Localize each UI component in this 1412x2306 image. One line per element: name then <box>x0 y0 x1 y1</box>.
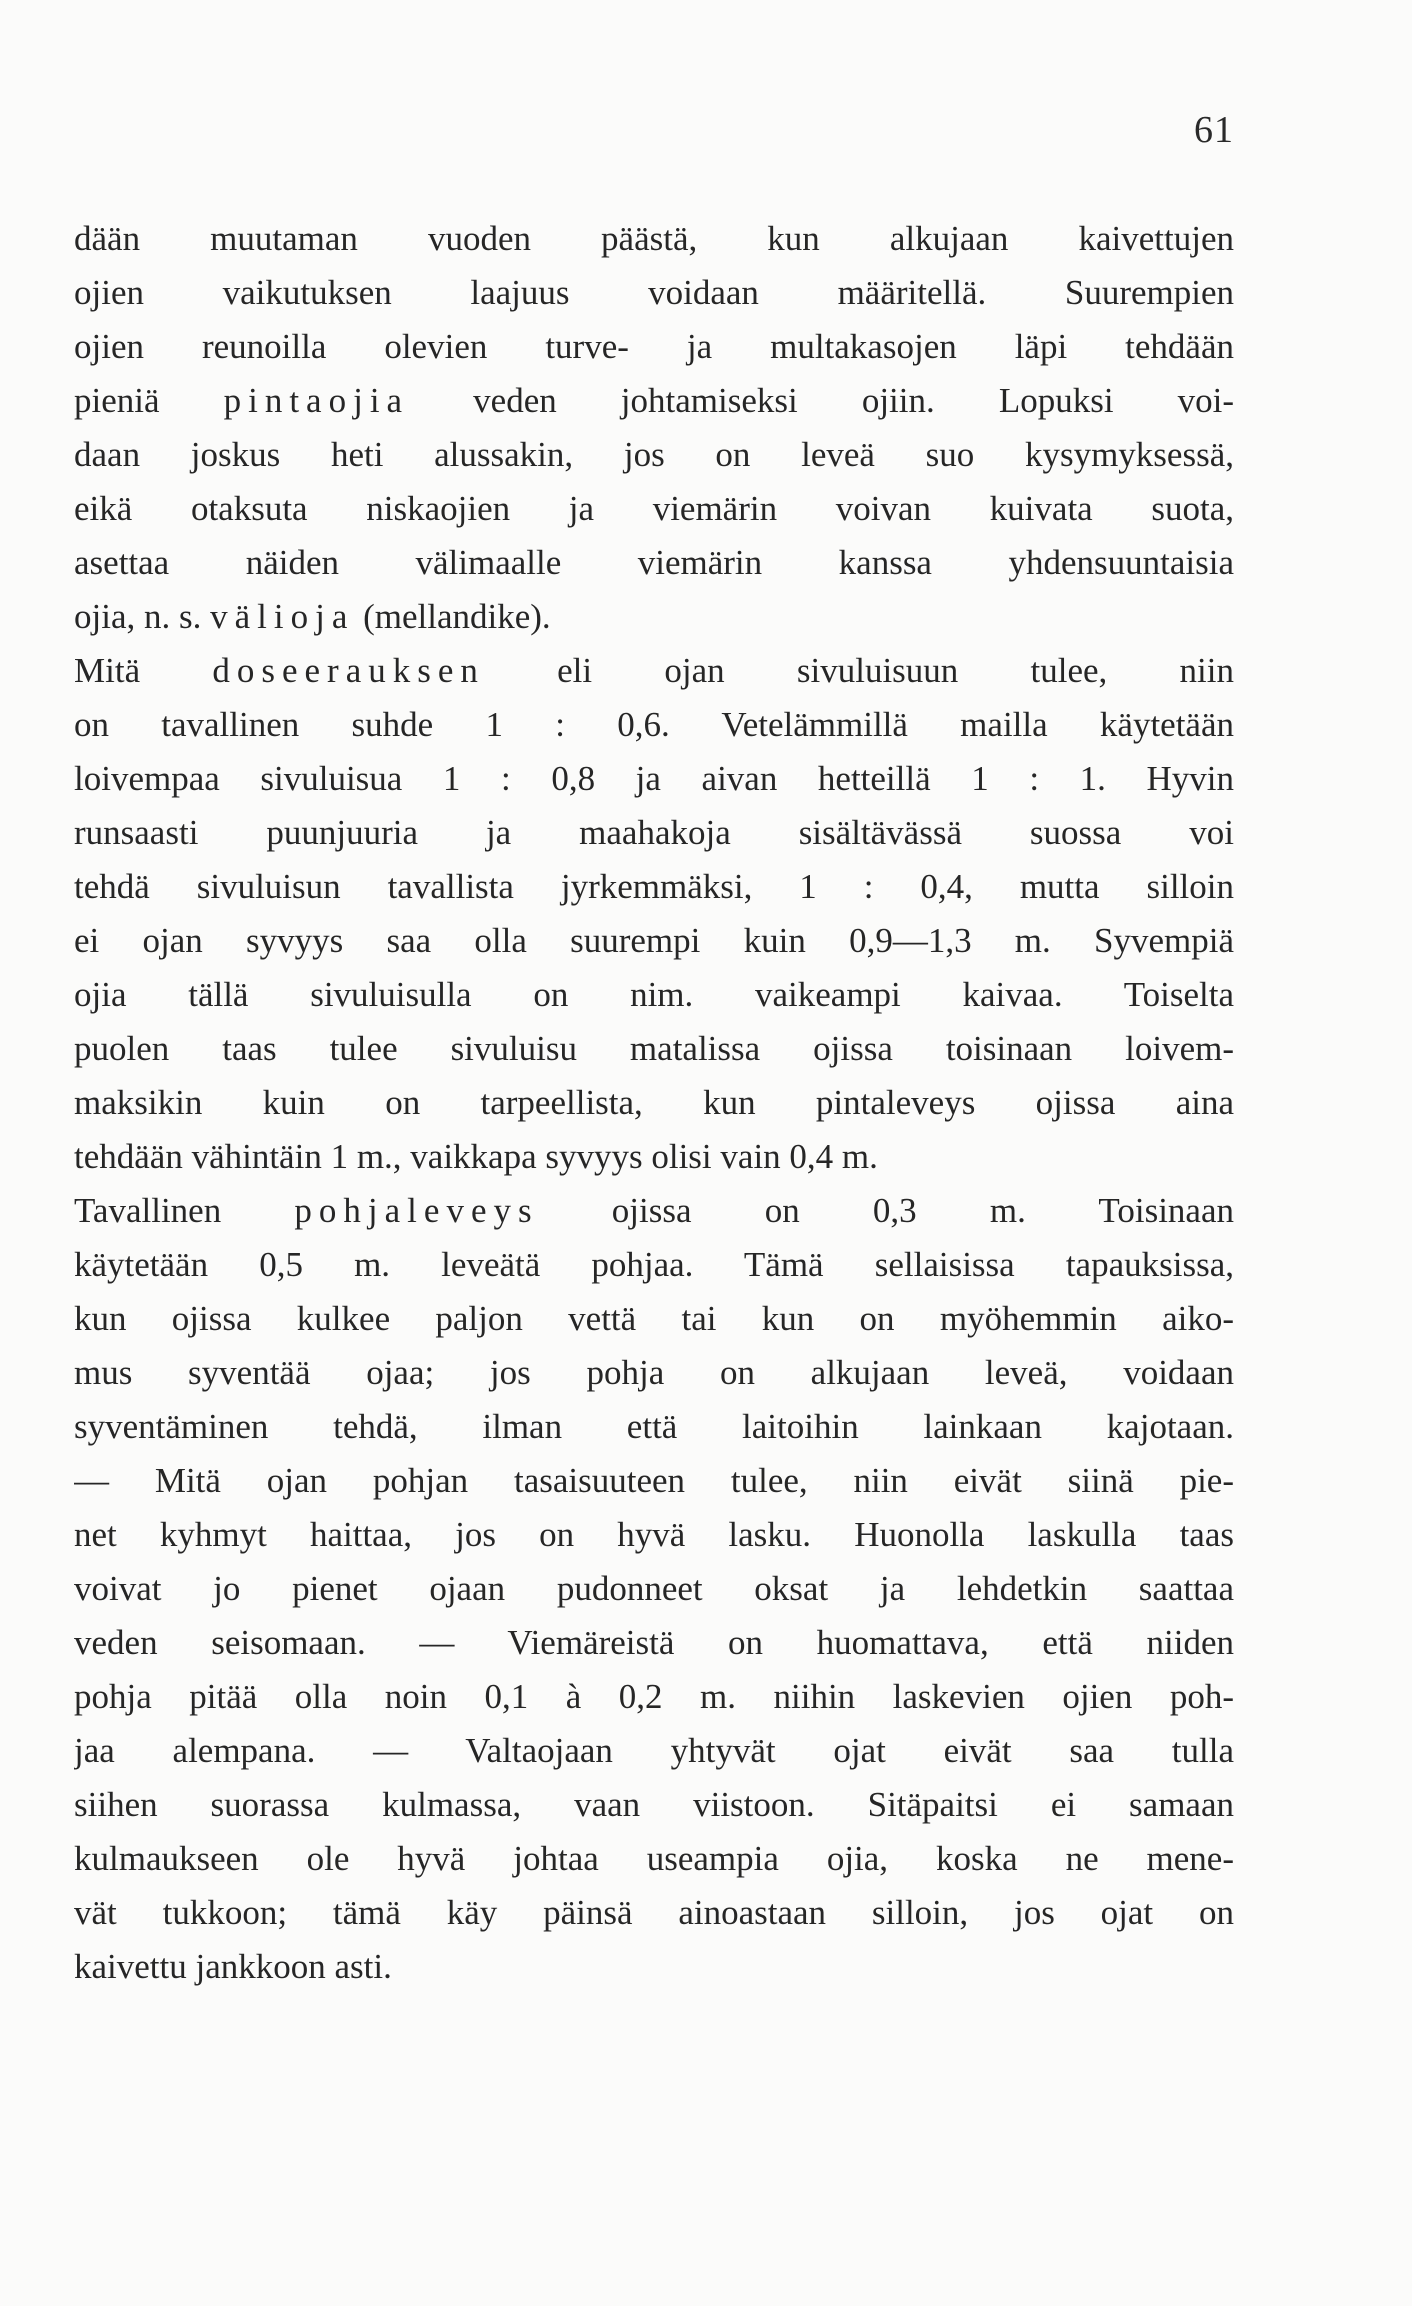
text-segment: runsaasti puunjuuria ja maahakoja sisältävässä suossa voi <box>74 813 1234 852</box>
text-segment: (mellandike). <box>354 597 551 636</box>
text-line <box>74 428 1234 482</box>
spaced-term: doseerauksen <box>212 651 485 690</box>
text-line <box>74 1454 1234 1508</box>
text-segment: daan joskus heti alussakin, jos on leveä suo kysymyksessä, <box>74 435 1234 474</box>
text-line <box>74 752 1234 806</box>
text-line <box>74 1778 1234 1832</box>
text-segment: kaivettu jankkoon asti. <box>74 1947 392 1986</box>
text-segment: maksikin kuin on tarpeellista, kun pintaleveys ojissa aina <box>74 1083 1234 1122</box>
text-line <box>74 1022 1234 1076</box>
body-text <box>74 212 1234 1994</box>
text-line <box>74 266 1234 320</box>
text-segment: net kyhmyt haittaa, jos on hyvä lasku. Huonolla laskulla taas <box>74 1515 1234 1554</box>
text-segment: eikä otaksuta niskaojien ja viemärin voivan kuivata suota, <box>74 489 1234 528</box>
text-line <box>74 860 1234 914</box>
text-segment: ojissa on 0,3 m. Toisinaan <box>538 1191 1234 1230</box>
text-line <box>74 1886 1234 1940</box>
text-line <box>74 1562 1234 1616</box>
text-line <box>74 1130 1234 1184</box>
text-line <box>74 1508 1234 1562</box>
text-line <box>74 806 1234 860</box>
text-segment: kun ojissa kulkee paljon vettä tai kun on myöhemmin aiko- <box>74 1299 1234 1338</box>
text-segment: on tavallinen suhde 1 : 0,6. Vetelämmillä mailla käytetään <box>74 705 1234 744</box>
text-line <box>74 968 1234 1022</box>
text-line <box>74 1616 1234 1670</box>
text-segment: tehdä sivuluisun tavallista jyrkemmäksi, 1 : 0,4, mutta silloin <box>74 867 1234 906</box>
text-segment: ojia, n. s. <box>74 597 211 636</box>
text-segment: dään muutaman vuoden päästä, kun alkujaan kaivettujen <box>74 219 1234 258</box>
text-line <box>74 1670 1234 1724</box>
text-segment: eli ojan sivuluisuun tulee, niin <box>484 651 1234 690</box>
text-line <box>74 1346 1234 1400</box>
spaced-term: välioja <box>210 597 355 636</box>
text-line <box>74 1076 1234 1130</box>
text-segment: vät tukkoon; tämä käy päinsä ainoastaan silloin, jos ojat on <box>74 1893 1234 1932</box>
text-segment: voivat jo pienet ojaan pudonneet oksat ja lehdetkin saattaa <box>74 1569 1234 1608</box>
text-segment: ojien reunoilla olevien turve- ja multakasojen läpi tehdään <box>74 327 1234 366</box>
text-segment: asettaa näiden välimaalle viemärin kanssa yhdensuuntaisia <box>74 543 1234 582</box>
text-line <box>74 644 1234 698</box>
text-segment: siihen suorassa kulmassa, vaan viistoon. Sitäpaitsi ei samaan <box>74 1785 1234 1824</box>
text-segment: pohja pitää olla noin 0,1 à 0,2 m. niihin laskevien ojien poh- <box>74 1677 1234 1716</box>
text-line <box>74 590 1234 644</box>
text-line <box>74 1940 1234 1994</box>
text-segment: mus syventää ojaa; jos pohja on alkujaan leveä, voidaan <box>74 1353 1234 1392</box>
text-segment: Tavallinen <box>74 1191 295 1230</box>
text-segment: ei ojan syvyys saa olla suurempi kuin 0,9—1,3 m. Syvempiä <box>74 921 1234 960</box>
text-segment: pieniä <box>74 381 224 420</box>
text-line <box>74 320 1234 374</box>
text-line <box>74 374 1234 428</box>
text-line <box>74 914 1234 968</box>
text-segment: veden johtamiseksi ojiin. Lopuksi voi- <box>409 381 1234 420</box>
text-segment: Mitä <box>74 651 213 690</box>
text-segment: veden seisomaan. — Viemäreistä on huomattava, että niiden <box>74 1623 1234 1662</box>
text-line <box>74 1184 1234 1238</box>
text-segment: kulmaukseen ole hyvä johtaa useampia ojia, koska ne mene- <box>74 1839 1234 1878</box>
text-line <box>74 1292 1234 1346</box>
text-segment: — Mitä ojan pohjan tasaisuuteen tulee, niin eivät siinä pie- <box>74 1461 1234 1500</box>
text-line <box>74 1400 1234 1454</box>
text-segment: puolen taas tulee sivuluisu matalissa ojissa toisinaan loivem- <box>74 1029 1234 1068</box>
text-segment: ojia tällä sivuluisulla on nim. vaikeampi kaivaa. Toiselta <box>74 975 1234 1014</box>
spaced-term: pohjaleveys <box>294 1191 539 1230</box>
text-segment: loivempaa sivuluisua 1 : 0,8 ja aivan hetteillä 1 : 1. Hyvin <box>74 759 1234 798</box>
text-segment: jaa alempana. — Valtaojaan yhtyvät ojat eivät saa tulla <box>74 1731 1234 1770</box>
text-line <box>74 698 1234 752</box>
text-segment: ojien vaikutuksen laajuus voidaan määritellä. Suurempien <box>74 273 1234 312</box>
text-segment: käytetään 0,5 m. leveätä pohjaa. Tämä sellaisissa tapauksissa, <box>74 1245 1234 1284</box>
text-line <box>74 1238 1234 1292</box>
text-segment: syventäminen tehdä, ilman että laitoihin lainkaan kajotaan. <box>74 1407 1234 1446</box>
text-line <box>74 1832 1234 1886</box>
text-segment: tehdään vähintäin 1 m., vaikkapa syvyys olisi vain 0,4 m. <box>74 1137 878 1176</box>
page-number: 61 <box>1194 109 1234 151</box>
text-line <box>74 536 1234 590</box>
spaced-term: pintaojia <box>223 381 410 420</box>
text-line <box>74 482 1234 536</box>
text-line <box>74 212 1234 266</box>
text-line <box>74 1724 1234 1778</box>
